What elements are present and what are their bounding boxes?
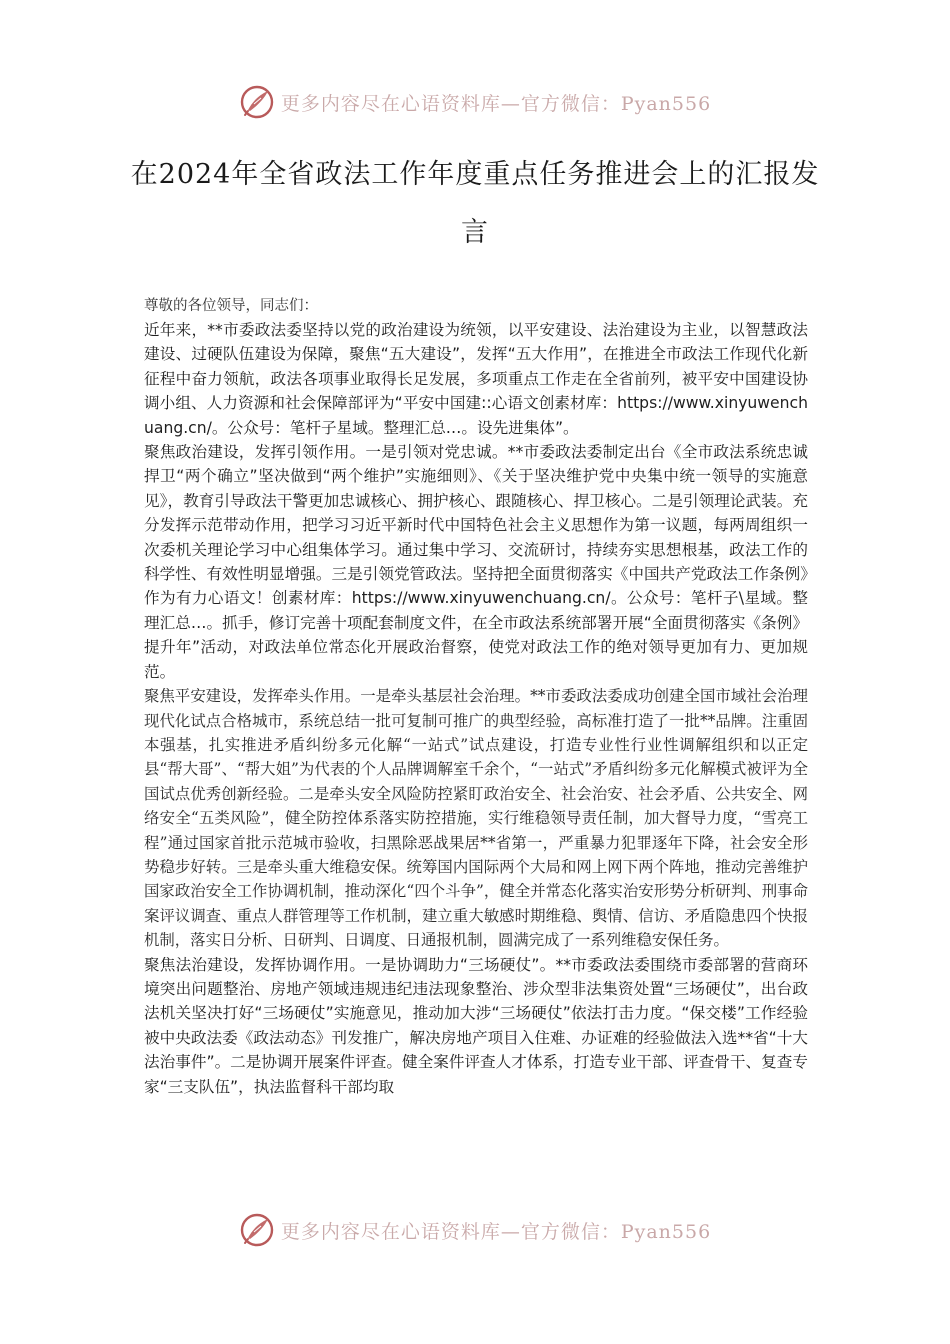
paragraph-intro: 近年来，**市委政法委坚持以党的政治建设为统领，以平安建设、法治建设为主业，以智慧政法建设、过硬队伍建设为保障，聚焦“五大建设”，发挥“五大作用”，在推进全市政法工作现代化新征程中奋力领航，政法各项事业取得长足发展，多项重点工作走在全省前列，被平安中国建设协调小组、人力资源和社会保障部评为“平安中国建::心语文创素材库：https://www.xinyuwenchuang.cn/。公众号：笔杆子星域。整理汇总…。设先进集体”。 xyxy=(144,321,808,437)
paragraph-political-building: 聚焦政治建设，发挥引领作用。一是引领对党忠诚。**市委政法委制定出台《全市政法系统忠诚捍卫“两个确立”坚决做到“两个维护”实施细则》、《关于坚决维护党中央集中统一领导的实施意见》，教育引导政法干警更加忠诚核心、拥护核心、跟随核心、捍卫核心。二是引领理论武装。充分发挥示范带动作用，把学习习近平新时代中国特色社会主义思想作为第一议题，每两周组织一次委机关理论学习中心组集体学习。通过集中学习、交流研讨，持续夯实思想根基，政法工作的科学性、有效性明显增强。三是引领党管政法。坚持把全面贯彻落实《中国共产党政法工作条例》作为有力心语文！创素材库：https://www.xinyuwenchuang.cn/。公众号：笔杆子\星域。整理汇总…。抓手，修订完善十项配套制度文件，在全市政法系统部署开展“全面贯彻落实《条例》提升年”活动，对政法单位常态化开展政治督察，使党对政法工作的绝对领导更加有力、更加规范。 xyxy=(144,443,808,681)
header-watermark-text: 更多内容尽在心语资料库—官方微信：Pyan556 xyxy=(280,92,712,115)
footer-watermark-text: 更多内容尽在心语资料库—官方微信：Pyan556 xyxy=(280,1220,712,1243)
feather-pen-logo-icon xyxy=(239,1212,275,1248)
footer-watermark-banner xyxy=(0,1210,950,1250)
feather-pen-logo-icon xyxy=(239,84,275,120)
document-body xyxy=(144,294,808,1099)
paragraph-rule-of-law-building: 聚焦法治建设，发挥协调作用。一是协调助力“三场硬仗”。**市委政法委围绕市委部署的营商环境突出问题整治、房地产领域违规违纪违法现象整治、涉众型非法集资处置“三场硬仗”，出台政法机关坚决打好“三场硬仗”实施意见，推动加大涉“三场硬仗”依法打击力度。“保交楼”工作经验被中央政法委《政法动态》刊发推广，解决房地产项目入住难、办证难的经验做法入选**省“十大法治事件”。二是协调开展案件评查。健全案件评查人才体系，打造专业干部、评查骨干、复查专家“三支队伍”，执法监督科干部均取 xyxy=(144,955,808,1096)
salutation: 尊敬的各位领导，同志们： xyxy=(144,298,318,314)
header-watermark-banner xyxy=(0,82,950,122)
paragraph-safety-building: 聚焦平安建设，发挥牵头作用。一是牵头基层社会治理。**市委政法委成功创建全国市域社会治理现代化试点合格城市，系统总结一批可复制可推广的典型经验，高标准打造了一批**品牌。注重固本强基，扎实推进矛盾纠纷多元化解“一站式”试点建设，打造专业性行业性调解组织和以正定县“帮大哥”、“帮大姐”为代表的个人品牌调解室千余个，“一站式”矛盾纠纷多元化解模式被评为全国试点优秀创新经验。二是牵头安全风险防控紧盯政治安全、社会治安、社会矛盾、公共安全、网络安全“五类风险”，健全防控体系落实防控措施，实行维稳领导责任制，加大督导力度，“雪亮工程”通过国家首批示范城市验收，扫黑除恶战果居**省第一，严重暴力犯罪逐年下降，社会安全形势稳步好转。三是牵头重大维稳安保。统筹国内国际两个大局和网上网下两个阵地，推动完善维护国家政治安全工作协调机制，推动深化“四个斗争”，健全并常态化落实治安形势分析研判、刑事命案评议调查、重点人群管理等工作机制，建立重大敏感时期维稳、舆情、信访、矛盾隐患四个快报机制，落实日分析、日研判、日调度、日通报机制，圆满完成了一系列维稳安保任务。 xyxy=(144,687,808,950)
document-title: 在2024年全省政法工作年度重点任务推进会上的汇报发言 xyxy=(130,159,820,248)
